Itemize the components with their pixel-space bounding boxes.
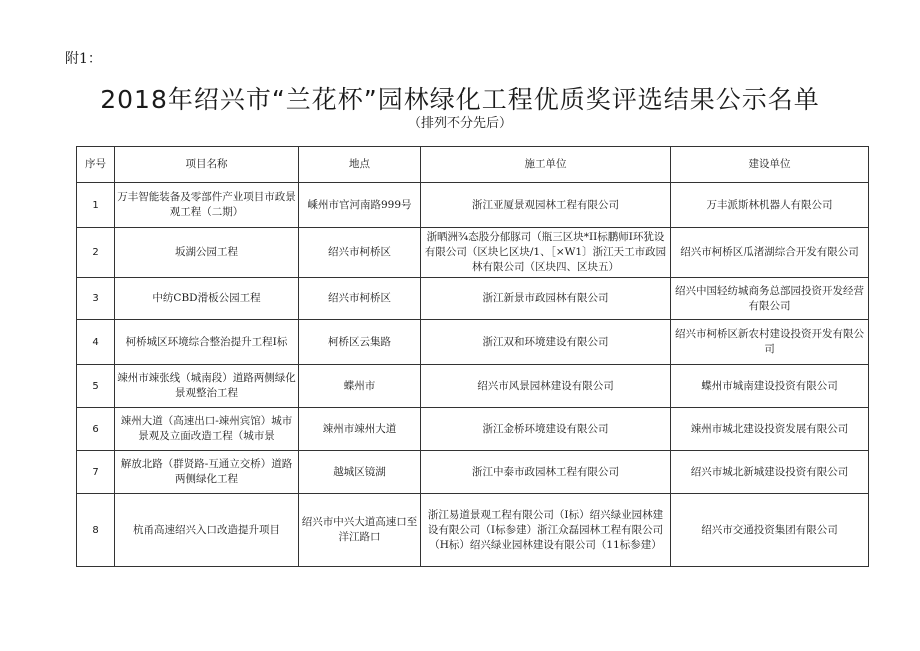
cell-location: 嵊州市官河南路999号 <box>299 183 421 228</box>
table-row <box>77 228 869 278</box>
table-row <box>77 451 869 494</box>
cell-owner-unit: 万丰派斯林机器人有限公司 <box>671 183 869 228</box>
table-row <box>77 494 869 567</box>
cell-location: 绍兴市柯桥区 <box>299 228 421 278</box>
results-table <box>76 146 869 567</box>
header-location: 地点 <box>299 147 421 183</box>
cell-construction-unit: 浙江新景市政园林有限公司 <box>421 278 671 320</box>
table-row <box>77 365 869 408</box>
cell-owner-unit: 蝶州市城南建设投资有限公司 <box>671 365 869 408</box>
cell-construction-unit: 浙江双和环境建设有限公司 <box>421 320 671 365</box>
header-owner-unit: 建设单位 <box>671 147 869 183</box>
header-project-name: 项目名称 <box>115 147 299 183</box>
header-construction-unit: 施工单位 <box>421 147 671 183</box>
table-header-row <box>77 147 869 183</box>
cell-owner-unit: 绍兴市柯桥区新农村建设投资开发有限公司 <box>671 320 869 365</box>
cell-no: 8 <box>77 494 115 567</box>
document-subtitle: （排列不分先后） <box>407 116 512 131</box>
cell-project-name: 坂湖公园工程 <box>115 228 299 278</box>
cell-project-name: 柯桥城区环境综合整治提升工程I标 <box>115 320 299 365</box>
cell-owner-unit: 绍兴市城北新城建设投资有限公司 <box>671 451 869 494</box>
cell-owner-unit: 绍兴市交通投资集团有限公司 <box>671 494 869 567</box>
table-row <box>77 183 869 228</box>
cell-location: 绍兴市柯桥区 <box>299 278 421 320</box>
cell-project-name: 中纺CBD滑板公园工程 <box>115 278 299 320</box>
cell-no: 7 <box>77 451 115 494</box>
table-row <box>77 278 869 320</box>
cell-project-name: 万丰智能装备及零部件产业项目市政景观工程（二期） <box>115 183 299 228</box>
cell-no: 3 <box>77 278 115 320</box>
cell-project-name: 杭甬高速绍兴入口改造提升项目 <box>115 494 299 567</box>
cell-construction-unit: 绍兴市风景园林建设有限公司 <box>421 365 671 408</box>
cell-no: 4 <box>77 320 115 365</box>
cell-location: 柯桥区云集路 <box>299 320 421 365</box>
cell-no: 1 <box>77 183 115 228</box>
table-row <box>77 408 869 451</box>
cell-construction-unit: 浙江金桥环境建设有限公司 <box>421 408 671 451</box>
cell-location: 越城区镜湖 <box>299 451 421 494</box>
cell-construction-unit: 浙江易道景观工程有限公司（I标）绍兴绿业园林建设有限公司（I标参建）浙江众磊园林工程有限公司（H标）绍兴绿业园林建设有限公司（11标参建） <box>421 494 671 567</box>
document-title: 2018年绍兴市“兰花杯”园林绿化工程优质奖评选结果公示名单 <box>100 85 820 114</box>
cell-no: 2 <box>77 228 115 278</box>
cell-owner-unit: 绍兴市柯桥区瓜渚湖综合开发有限公司 <box>671 228 869 278</box>
cell-location: 绍兴市中兴大道高速口至洋江路口 <box>299 494 421 567</box>
cell-construction-unit: 浙江亚厦景观园林工程有限公司 <box>421 183 671 228</box>
cell-owner-unit: 绍兴中国轻纺城商务总部园投资开发经营有限公司 <box>671 278 869 320</box>
cell-no: 6 <box>77 408 115 451</box>
header-no: 序号 <box>77 147 115 183</box>
cell-no: 5 <box>77 365 115 408</box>
cell-project-name: 竦州大道（高速出口-竦州宾馆）城市景观及立面改造工程（城市景 <box>115 408 299 451</box>
cell-owner-unit: 竦州市城北建设投资发展有限公司 <box>671 408 869 451</box>
cell-location: 蝶州市 <box>299 365 421 408</box>
attachment-label: 附1： <box>65 51 102 67</box>
table-row <box>77 320 869 365</box>
cell-project-name: 解放北路（群贤路-互通立交桥）道路两侧绿化工程 <box>115 451 299 494</box>
cell-location: 竦州市竦州大道 <box>299 408 421 451</box>
cell-construction-unit: 浙晒洲¾态股分郁豚司（瓶三区块*II标鹏师I环犹设有限公司（区块匕区块/1、［×W1〕浙江天工市政园林有限公司（区块四、区块五） <box>421 228 671 278</box>
cell-project-name: 竦州市竦张线（城南段）道路两侧绿化景观整治工程 <box>115 365 299 408</box>
cell-construction-unit: 浙江中泰市政园林工程有限公司 <box>421 451 671 494</box>
